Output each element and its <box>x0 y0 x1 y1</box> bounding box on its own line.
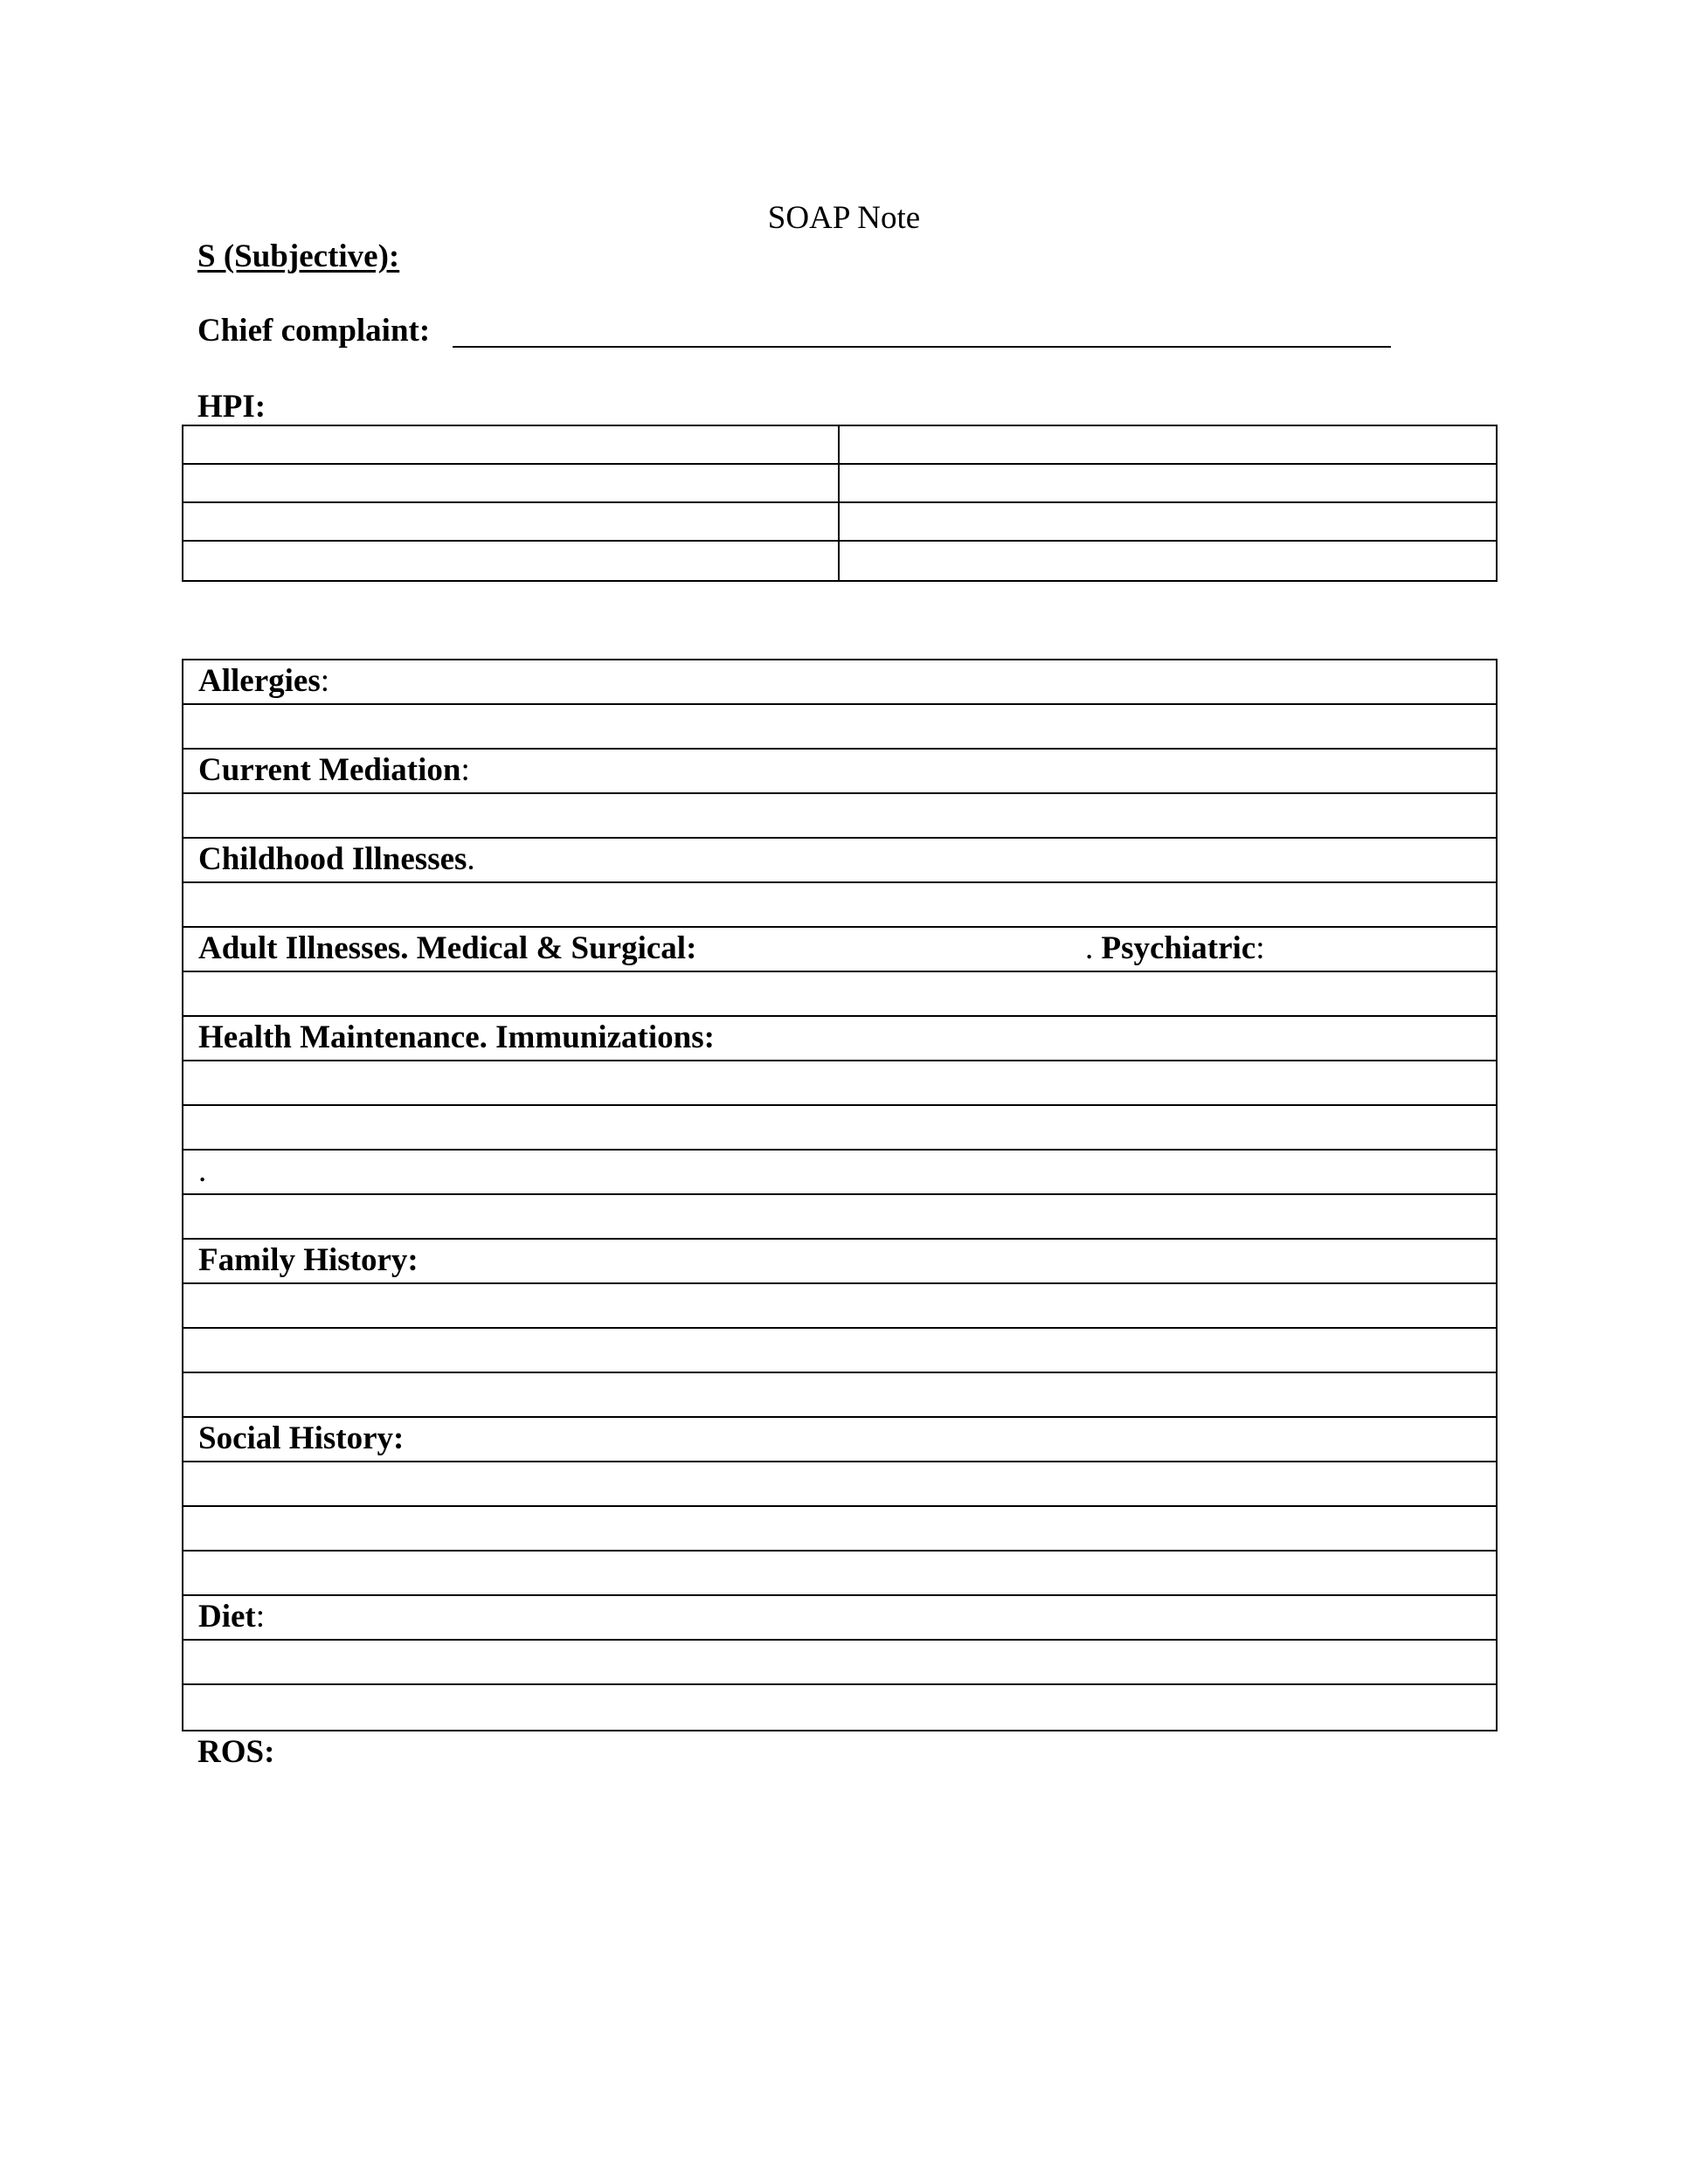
adult-illnesses-row <box>183 928 1496 972</box>
allergies-label: Allergies <box>198 663 321 699</box>
diet-label: Diet <box>198 1599 256 1635</box>
childhood-illnesses-label: Childhood Illnesses <box>198 841 467 877</box>
hpi-cell[interactable] <box>183 426 840 465</box>
childhood-illnesses-period: . <box>467 841 475 877</box>
ros-label: ROS: <box>197 1734 275 1770</box>
childhood-illnesses-row <box>183 839 1496 883</box>
social-history-label: Social History: <box>198 1420 405 1456</box>
hpi-table <box>182 425 1498 582</box>
social-history-entry-row[interactable] <box>183 1462 1496 1507</box>
psychiatric-colon: : <box>1256 930 1265 966</box>
health-maintenance-row <box>183 1017 1496 1061</box>
family-history-row <box>183 1240 1496 1284</box>
health-maintenance-entry-row[interactable] <box>183 1151 1496 1195</box>
childhood-illnesses-entry-row[interactable] <box>183 883 1496 928</box>
allergies-row <box>183 660 1496 705</box>
current-medication-colon: : <box>460 752 470 788</box>
current-medication-entry-row[interactable] <box>183 794 1496 839</box>
allergies-entry-row[interactable] <box>183 705 1496 750</box>
diet-entry-row[interactable] <box>183 1685 1496 1730</box>
health-maintenance-label: Health Maintenance. Immunizations: <box>198 1019 715 1055</box>
family-history-entry-row[interactable] <box>183 1284 1496 1329</box>
social-history-row <box>183 1418 1496 1462</box>
current-medication-label: Current Mediation <box>198 752 461 788</box>
hpi-label: HPI: <box>197 389 266 425</box>
hpi-cell[interactable] <box>183 542 840 580</box>
diet-entry-row[interactable] <box>183 1641 1496 1685</box>
current-medication-row <box>183 750 1496 794</box>
social-history-entry-row[interactable] <box>183 1507 1496 1552</box>
hpi-cell[interactable] <box>840 542 1496 580</box>
hpi-cell[interactable] <box>840 503 1496 542</box>
history-table <box>182 659 1498 1731</box>
hpi-cell[interactable] <box>840 426 1496 465</box>
health-maintenance-entry-row[interactable] <box>183 1195 1496 1240</box>
social-history-entry-row[interactable] <box>183 1552 1496 1596</box>
adult-illnesses-entry-row[interactable] <box>183 972 1496 1017</box>
psychiatric-group <box>1085 928 1265 970</box>
chief-complaint-label: Chief complaint: <box>197 313 431 349</box>
hpi-cell[interactable] <box>840 465 1496 503</box>
health-maintenance-entry-row[interactable] <box>183 1061 1496 1106</box>
subjective-heading: S (Subjective): <box>197 238 400 274</box>
hpi-cell[interactable] <box>183 503 840 542</box>
family-history-label: Family History: <box>198 1242 419 1278</box>
diet-row <box>183 1596 1496 1641</box>
psychiatric-label: Psychiatric <box>1101 930 1256 966</box>
diet-colon: : <box>255 1599 266 1635</box>
chief-complaint-field[interactable] <box>453 346 1391 348</box>
health-maintenance-entry-row[interactable] <box>183 1106 1496 1151</box>
stray-dot: . <box>198 1153 207 1189</box>
hpi-cell[interactable] <box>183 465 840 503</box>
adult-illnesses-label: Adult Illnesses. Medical & Surgical: <box>198 930 697 966</box>
family-history-entry-row[interactable] <box>183 1373 1496 1418</box>
allergies-colon: : <box>320 663 330 699</box>
psychiatric-prefix: . <box>1085 930 1102 966</box>
family-history-entry-row[interactable] <box>183 1329 1496 1373</box>
page-title: SOAP Note <box>767 200 921 236</box>
